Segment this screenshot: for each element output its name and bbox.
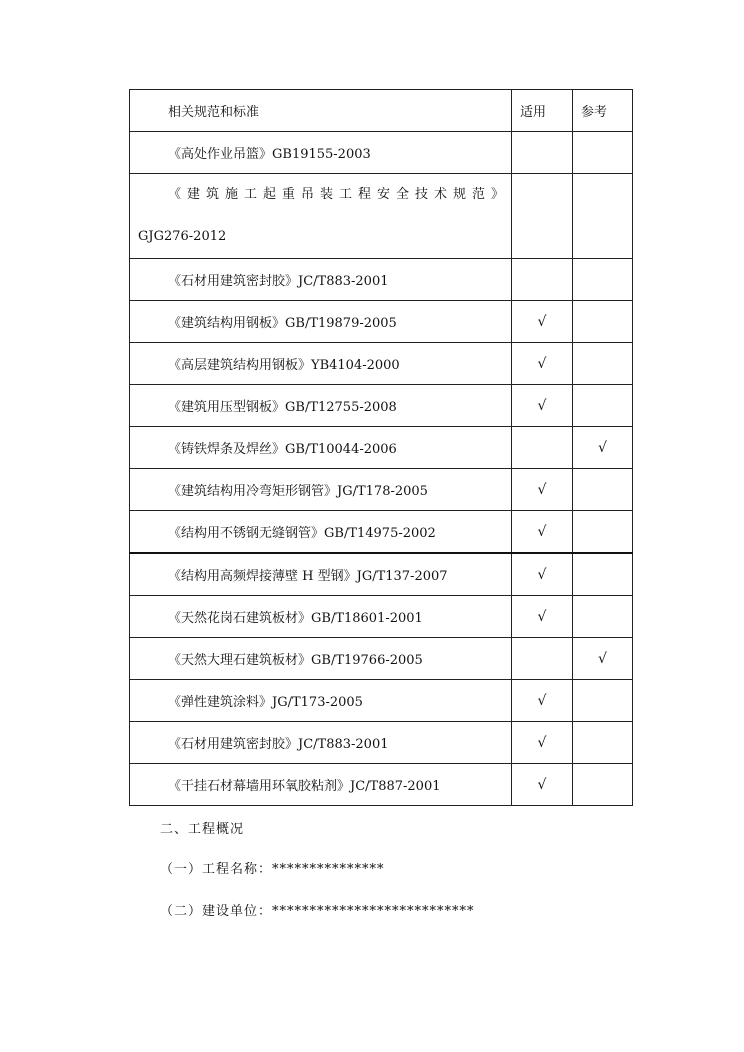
standard-name: 《石材用建筑密封胶》JC/T883-2001 xyxy=(130,259,512,301)
table-row xyxy=(130,680,633,722)
standard-name-line2: GJG276-2012 xyxy=(138,229,227,244)
applicable-mark: √ xyxy=(512,511,573,554)
standards-table xyxy=(129,89,633,806)
standard-name: 《弹性建筑涂料》JG/T173-2005 xyxy=(130,680,512,722)
reference-mark xyxy=(573,596,633,638)
table-row xyxy=(130,764,633,806)
applicable-mark: √ xyxy=(512,596,573,638)
table-row xyxy=(130,722,633,764)
header-applicable: 适用 xyxy=(512,90,573,132)
standard-name: 《天然花岗石建筑板材》GB/T18601-2001 xyxy=(130,596,512,638)
applicable-mark xyxy=(512,132,573,174)
applicable-mark xyxy=(512,427,573,469)
table-row xyxy=(130,385,633,427)
applicable-mark: √ xyxy=(512,722,573,764)
builder-line: （二）建设单位：*************************** xyxy=(160,904,475,919)
reference-mark xyxy=(573,553,633,596)
reference-mark xyxy=(573,469,633,511)
header-reference: 参考 xyxy=(573,90,633,132)
applicable-mark xyxy=(512,174,573,259)
reference-mark xyxy=(573,722,633,764)
applicable-mark xyxy=(512,638,573,680)
reference-mark: √ xyxy=(573,638,633,680)
table-row xyxy=(130,301,633,343)
table-row xyxy=(130,427,633,469)
standard-name: 《干挂石材幕墙用环氧胶粘剂》JC/T887-2001 xyxy=(130,764,512,806)
reference-mark: √ xyxy=(573,427,633,469)
table-row xyxy=(130,469,633,511)
applicable-mark: √ xyxy=(512,301,573,343)
standard-name: 《建筑结构用钢板》GB/T19879-2005 xyxy=(130,301,512,343)
standard-name: 《建筑用压型钢板》GB/T12755-2008 xyxy=(130,385,512,427)
table-row xyxy=(130,132,633,174)
reference-mark xyxy=(573,511,633,554)
standard-name: 《石材用建筑密封胶》JC/T883-2001 xyxy=(130,722,512,764)
reference-mark xyxy=(573,764,633,806)
table-row xyxy=(130,174,633,259)
section-heading: 二、工程概况 xyxy=(160,822,245,837)
table-header-row xyxy=(130,90,633,132)
reference-mark xyxy=(573,343,633,385)
standard-name: 《结构用高频焊接薄壁 H 型钢》JG/T137-2007 xyxy=(130,553,512,596)
applicable-mark: √ xyxy=(512,469,573,511)
applicable-mark: √ xyxy=(512,343,573,385)
table-row xyxy=(130,596,633,638)
reference-mark xyxy=(573,301,633,343)
reference-mark xyxy=(573,174,633,259)
reference-mark xyxy=(573,680,633,722)
reference-mark xyxy=(573,259,633,301)
standard-name: 《高层建筑结构用钢板》YB4104-2000 xyxy=(130,343,512,385)
reference-mark xyxy=(573,385,633,427)
applicable-mark: √ xyxy=(512,385,573,427)
standard-name: 《天然大理石建筑板材》GB/T19766-2005 xyxy=(130,638,512,680)
table-row xyxy=(130,511,633,554)
standard-name: 《建筑结构用冷弯矩形钢管》JG/T178-2005 xyxy=(130,469,512,511)
reference-mark xyxy=(573,132,633,174)
standard-name: 《结构用不锈钢无缝钢管》GB/T14975-2002 xyxy=(130,511,512,554)
standard-name-line1: 《建筑施工起重吊装工程安全技术规范》 xyxy=(168,187,511,202)
header-standards: 相关规范和标准 xyxy=(130,90,512,132)
table-row xyxy=(130,259,633,301)
table-row xyxy=(130,638,633,680)
project-name-line: （一）工程名称：*************** xyxy=(160,862,385,877)
applicable-mark: √ xyxy=(512,680,573,722)
table-row xyxy=(130,343,633,385)
applicable-mark: √ xyxy=(512,764,573,806)
applicable-mark xyxy=(512,259,573,301)
standard-name xyxy=(130,174,512,259)
applicable-mark: √ xyxy=(512,553,573,596)
table-row xyxy=(130,553,633,596)
standard-name: 《高处作业吊篮》GB19155-2003 xyxy=(130,132,512,174)
standard-name: 《铸铁焊条及焊丝》GB/T10044-2006 xyxy=(130,427,512,469)
